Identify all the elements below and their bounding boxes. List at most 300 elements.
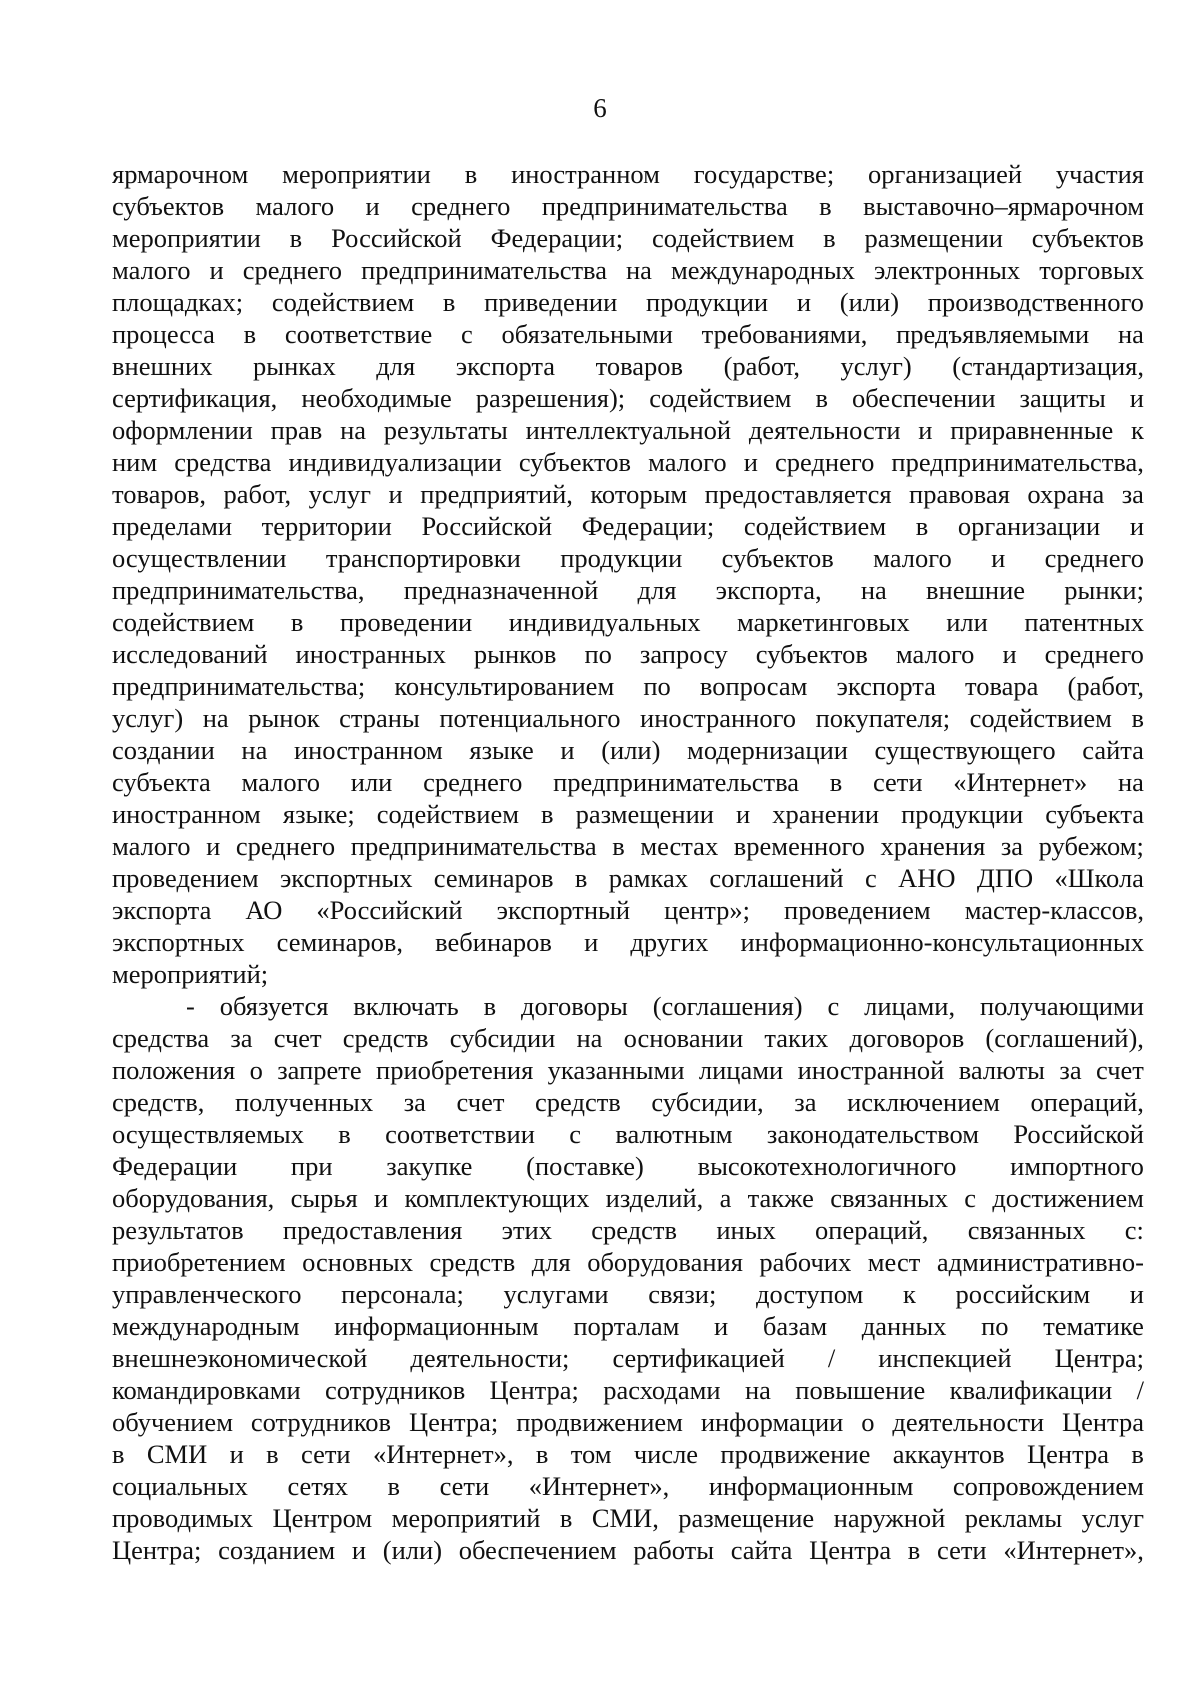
word: основании — [623, 1023, 744, 1053]
word: (или) — [839, 287, 900, 317]
word: продукции — [901, 799, 1024, 829]
word: и — [1002, 639, 1017, 669]
text-line — [112, 1502, 1144, 1534]
word: этих — [501, 1215, 552, 1245]
word: других — [630, 927, 709, 957]
word: мероприятии — [112, 223, 261, 253]
word: сетях — [287, 1471, 348, 1501]
word: информационно-консультационных — [740, 927, 1144, 957]
word: мест — [867, 1247, 921, 1277]
word: в — [289, 223, 303, 253]
word: деятельности — [748, 415, 901, 445]
word: обязуется — [219, 991, 329, 1021]
word: за — [1059, 1055, 1082, 1085]
word: содействием — [649, 383, 792, 413]
word: (соглашений), — [985, 1023, 1144, 1053]
word: организации — [957, 511, 1101, 541]
word: рекламы — [964, 1503, 1063, 1533]
word: высокотехнологичного — [697, 1151, 957, 1181]
word: страны — [339, 703, 420, 733]
word: субсидии, — [651, 1087, 764, 1117]
word: или — [946, 607, 988, 637]
word: договоров — [849, 1023, 965, 1053]
text-line — [112, 990, 1144, 1022]
word: которым — [590, 479, 688, 509]
word: о — [249, 1055, 263, 1085]
word: покупателя; — [815, 703, 951, 733]
word: предпринимательства — [361, 255, 607, 285]
word: средств — [429, 1247, 516, 1277]
word: ДПО — [976, 863, 1034, 893]
word: и — [1129, 1279, 1144, 1309]
word: для — [637, 575, 677, 605]
word: продукции — [560, 543, 683, 573]
word: прав — [270, 415, 323, 445]
word: предоставляется — [704, 479, 892, 509]
word: Центра; — [489, 1375, 579, 1405]
word: временного — [733, 831, 865, 861]
word: размещении — [575, 799, 714, 829]
word: хранения — [880, 831, 986, 861]
text-line-content: мероприятий; — [112, 959, 269, 989]
word: валютным — [615, 1119, 733, 1149]
word: малого — [112, 831, 191, 861]
word: иных — [716, 1215, 776, 1245]
word: продвижением — [516, 1407, 683, 1437]
text-line — [112, 766, 1144, 798]
text-line — [112, 702, 1144, 734]
text-line — [112, 1118, 1144, 1150]
word: и — [991, 543, 1006, 573]
text-line — [112, 1374, 1144, 1406]
word: хранении — [772, 799, 880, 829]
word: в — [541, 799, 554, 829]
word: проводимых — [112, 1503, 253, 1533]
word: сайта — [730, 1535, 793, 1565]
word: предназначенной — [403, 575, 599, 605]
text-line — [112, 158, 1144, 190]
word: Российской — [1013, 1119, 1144, 1149]
word: для — [376, 351, 416, 381]
word: создании — [112, 735, 215, 765]
page-number: 6 — [593, 93, 607, 123]
text-line — [112, 510, 1144, 542]
word: в — [1131, 703, 1144, 733]
word: малого — [255, 191, 335, 221]
word: сети — [439, 1471, 490, 1501]
word: продвижение — [720, 1439, 871, 1469]
word: международных — [670, 255, 855, 285]
word: рамках — [608, 863, 689, 893]
word: Центра — [1061, 1407, 1144, 1437]
word: ним — [112, 447, 158, 477]
word: а — [719, 1183, 732, 1213]
word: обязательными — [501, 319, 673, 349]
word: электронных — [873, 255, 1021, 285]
word: модернизации — [687, 735, 848, 765]
word: (работ, — [1067, 671, 1144, 701]
word: товаров — [595, 351, 684, 381]
word: Центра; — [1054, 1343, 1144, 1373]
word: и — [365, 191, 380, 221]
word: «Интернет», — [1003, 1535, 1144, 1565]
word: с — [964, 1183, 977, 1213]
word: деятельности; — [410, 1343, 570, 1373]
word: «Интернет» — [953, 767, 1088, 797]
word: за — [230, 1023, 253, 1053]
text-line — [112, 1310, 1144, 1342]
word: международным — [112, 1311, 300, 1341]
text-line — [112, 1022, 1144, 1054]
word: производственного — [927, 287, 1144, 317]
word: на — [625, 255, 652, 285]
text-line — [112, 222, 1144, 254]
word: среднего — [775, 447, 875, 477]
word: среднего — [242, 255, 343, 285]
word: услуг — [1081, 1503, 1144, 1533]
word: размещение — [678, 1503, 815, 1533]
word: связи; — [648, 1279, 717, 1309]
word: в — [266, 1439, 279, 1469]
word: закупке — [386, 1151, 473, 1181]
text-line — [112, 1054, 1144, 1086]
word: экспортных — [112, 927, 245, 957]
word: внешние — [926, 575, 1026, 605]
word: мероприятии — [282, 159, 431, 189]
word: (поставке) — [526, 1151, 644, 1181]
word: тематике — [1043, 1311, 1144, 1341]
word: участия — [1055, 159, 1144, 189]
word: за — [403, 1087, 426, 1117]
word: иностранной — [797, 1055, 945, 1085]
word: доступом — [755, 1279, 864, 1309]
word: данных — [861, 1311, 947, 1341]
word: импортного — [1010, 1151, 1144, 1181]
word: субъектов — [518, 447, 632, 477]
word: средств — [342, 1023, 429, 1053]
word: изделий, — [605, 1183, 704, 1213]
word: содействием — [743, 511, 887, 541]
word: охрана — [1027, 479, 1105, 509]
word: инспекцией — [878, 1343, 1012, 1373]
word: соответствии — [385, 1119, 535, 1149]
word: (работ, — [723, 351, 800, 381]
word: работ, — [223, 479, 292, 509]
word: малого — [873, 543, 952, 573]
word: предпринимательства, — [891, 447, 1144, 477]
word: счет — [456, 1087, 505, 1117]
word: организацией — [868, 159, 1023, 189]
word: и — [206, 831, 221, 861]
word: к — [1131, 415, 1144, 445]
word: в — [915, 511, 929, 541]
word: семинаров — [433, 863, 554, 893]
word: к — [902, 1279, 916, 1309]
document-body — [112, 158, 1144, 1566]
word: наружной — [833, 1503, 946, 1533]
word: лицами — [698, 1055, 784, 1085]
word: или — [350, 767, 393, 797]
word: экспортный — [496, 895, 631, 925]
word: в — [829, 767, 843, 797]
word: АНО — [898, 863, 956, 893]
word: на — [744, 1375, 771, 1405]
word: оформлении — [112, 415, 253, 445]
word: индивидуализации — [288, 447, 502, 477]
word: информационным — [708, 1471, 914, 1501]
word: пределами — [112, 511, 233, 541]
word: Российской — [421, 511, 553, 541]
word: по — [981, 1311, 1009, 1341]
word: иностранного — [640, 703, 797, 733]
word: том — [570, 1439, 612, 1469]
text-line — [112, 414, 1144, 446]
word: рынках — [253, 351, 336, 381]
word: проведением — [784, 895, 931, 925]
word: экспорта — [112, 895, 212, 925]
word: предпринимательства; — [112, 671, 366, 701]
word: в — [612, 831, 625, 861]
word: услуг — [308, 479, 372, 509]
word: субъектов — [721, 543, 834, 573]
word: вебинаров — [435, 927, 552, 957]
word: для — [531, 1247, 571, 1277]
text-line — [112, 286, 1144, 318]
word: с — [827, 991, 840, 1021]
word: Центра; — [112, 1535, 202, 1565]
word: иностранном — [293, 735, 443, 765]
word: защиты — [1019, 383, 1106, 413]
word: ярмарочном — [112, 159, 249, 189]
word: выставочно–ярмарочном — [863, 191, 1144, 221]
word: сети — [937, 1535, 987, 1565]
word: иностранном — [112, 799, 261, 829]
word: за — [1000, 831, 1024, 861]
text-line — [112, 926, 1144, 958]
word: экспорта — [455, 351, 556, 381]
word: среднего — [235, 831, 336, 861]
word: содействием — [112, 607, 255, 637]
word: размещении — [864, 223, 1003, 253]
word: комплектующих — [404, 1183, 590, 1213]
word: центр»; — [664, 895, 750, 925]
word: сети — [300, 1439, 351, 1469]
word: товаров, — [112, 479, 207, 509]
text-line — [112, 798, 1144, 830]
word: рубежом; — [1038, 831, 1144, 861]
word: маркетинговых — [737, 607, 910, 637]
word: АО — [245, 895, 283, 925]
word: соглашений — [709, 863, 844, 893]
word: Центром — [272, 1503, 373, 1533]
word: консультированием — [394, 671, 615, 701]
word: счет — [273, 1023, 322, 1053]
word: интеллектуальной — [525, 415, 732, 445]
word: среднего — [411, 191, 511, 221]
text-line — [112, 1342, 1144, 1374]
word: предпринимательства — [350, 831, 597, 861]
text-line — [112, 190, 1144, 222]
word: (или) — [601, 735, 661, 765]
word: получающими — [979, 991, 1144, 1021]
word: малого — [895, 639, 975, 669]
word: валюты — [958, 1055, 1045, 1085]
word: сотрудников — [250, 1407, 392, 1437]
word: и — [1129, 511, 1144, 541]
word: содействием — [969, 703, 1112, 733]
word: Федерации — [112, 1151, 238, 1181]
word: Федерации; — [490, 223, 624, 253]
word: правовая — [909, 479, 1010, 509]
word: с — [864, 863, 877, 893]
word: и — [560, 735, 575, 765]
word: основных — [302, 1247, 413, 1277]
word: средств, — [112, 1087, 205, 1117]
word: в — [483, 991, 497, 1021]
word: (стандартизация, — [952, 351, 1144, 381]
word: средств — [535, 1087, 621, 1117]
word: аккаунтов — [892, 1439, 1005, 1469]
word: в — [823, 223, 836, 253]
word: информационным — [334, 1311, 539, 1341]
text-line — [112, 1278, 1144, 1310]
word: существующего — [874, 735, 1056, 765]
word: включать — [353, 991, 459, 1021]
text-line — [112, 1438, 1144, 1470]
word: с — [461, 319, 473, 349]
text-line — [112, 862, 1144, 894]
text-line — [112, 1534, 1144, 1566]
word: товара — [965, 671, 1039, 701]
word: приведении — [484, 287, 618, 317]
word: российским — [955, 1279, 1091, 1309]
word: обучением — [112, 1407, 233, 1437]
word: исключением — [847, 1087, 1000, 1117]
word: в — [574, 863, 588, 893]
word: - — [186, 991, 195, 1021]
word: средства — [112, 1023, 210, 1053]
word: предпринимательства — [541, 191, 788, 221]
word: по — [584, 639, 612, 669]
text-line — [112, 382, 1144, 414]
text-line — [112, 606, 1144, 638]
word: местах — [640, 831, 719, 861]
word: счет — [1095, 1055, 1144, 1085]
word: за — [1121, 479, 1144, 509]
word: в — [535, 1439, 549, 1469]
word: иностранном — [511, 159, 660, 189]
word: в — [243, 319, 257, 349]
word: в — [1131, 1439, 1144, 1469]
word: таких — [764, 1023, 829, 1053]
text-line — [112, 1214, 1144, 1246]
word: в — [290, 607, 304, 637]
word: Федерации; — [581, 511, 715, 541]
word: на — [860, 575, 887, 605]
word: предпринимательства — [553, 767, 799, 797]
text-line — [112, 670, 1144, 702]
word: оборудования — [587, 1247, 743, 1277]
word: о — [861, 1407, 875, 1437]
word: на — [1117, 319, 1144, 349]
word: в — [464, 159, 478, 189]
word: / — [827, 1343, 836, 1373]
word: социальных — [112, 1471, 248, 1501]
word: «Интернет», — [372, 1439, 514, 1469]
word: сайта — [1082, 735, 1144, 765]
word: содействием — [271, 287, 415, 317]
word: индивидуальных — [508, 607, 701, 637]
word: сотрудников — [325, 1375, 466, 1405]
word: квалификации — [949, 1375, 1113, 1405]
word: оборудования, — [112, 1183, 275, 1213]
word: среднего — [1044, 639, 1144, 669]
text-line — [112, 1086, 1144, 1118]
word: патентных — [1024, 607, 1144, 637]
word: с — [569, 1119, 582, 1149]
word: в — [559, 1503, 573, 1533]
word: транспортировки — [325, 543, 521, 573]
word: результаты — [383, 415, 508, 445]
word: в — [819, 191, 832, 221]
word: субъекта — [112, 767, 211, 797]
word: операций, — [815, 1215, 929, 1245]
word: на — [1117, 767, 1144, 797]
word: созданием — [218, 1535, 336, 1565]
word: управленческого — [112, 1279, 302, 1309]
word: рынок — [248, 703, 320, 733]
word: государстве; — [693, 159, 835, 189]
word: и — [388, 479, 403, 509]
word: малого — [112, 255, 191, 285]
word: субъектов — [755, 639, 868, 669]
word: порталам — [573, 1311, 680, 1341]
word: Центра — [1027, 1439, 1110, 1469]
word: повышение — [795, 1375, 926, 1405]
text-line — [112, 1406, 1144, 1438]
word: исследований — [112, 639, 268, 669]
word: и — [1129, 383, 1144, 413]
word: указанными — [547, 1055, 685, 1085]
word: в — [442, 287, 456, 317]
word: среднего — [423, 767, 523, 797]
word: и — [584, 927, 599, 957]
word: торговых — [1039, 255, 1144, 285]
word: положения — [112, 1055, 236, 1085]
word: рынков — [473, 639, 557, 669]
word: внешних — [112, 351, 213, 381]
text-line — [112, 478, 1144, 510]
word: проведением — [112, 863, 259, 893]
word: предъявляемыми — [896, 319, 1090, 349]
word: также — [747, 1183, 814, 1213]
word: на — [340, 415, 367, 445]
text-line — [112, 958, 1144, 990]
text-line — [112, 318, 1144, 350]
word: на — [241, 735, 268, 765]
word: операций, — [1030, 1087, 1144, 1117]
word: законодательством — [766, 1119, 979, 1149]
word: запросу — [639, 639, 728, 669]
word: полученных — [235, 1087, 374, 1117]
word: и — [796, 287, 812, 317]
word: языке; — [282, 799, 355, 829]
word: и — [209, 255, 224, 285]
word: при — [290, 1151, 333, 1181]
word: в — [815, 383, 828, 413]
word: запрете — [277, 1055, 362, 1085]
word: Центра; — [408, 1407, 499, 1437]
